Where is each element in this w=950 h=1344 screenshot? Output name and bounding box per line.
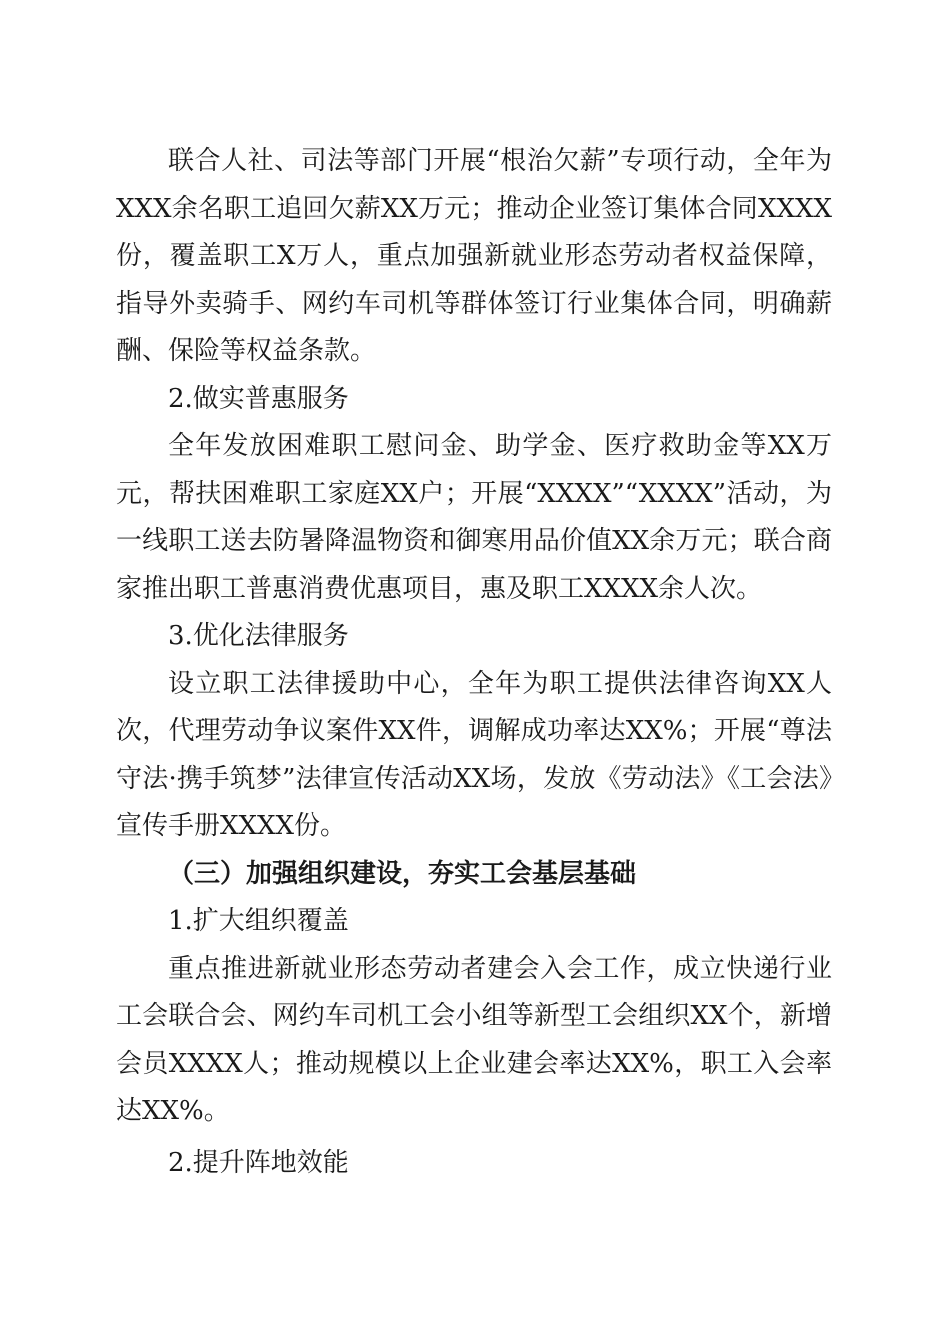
- paragraph-wage-arrears: 联合人社、司法等部门开展“根治欠薪”专项行动，全年为XXX余名职工追回欠薪XX万元；推动企业签订集体合同XXXX份，覆盖职工X万人，重点加强新就业形态劳动者权益保障，指导外卖骑手、网约车司机等群体签订行业集体合同，明确薪酬、保险等权益条款。: [116, 146, 832, 366]
- section-heading-organization: （三）加强组织建设，夯实工会基层基础: [168, 858, 637, 889]
- subheading-expand-coverage: 1.扩大组织覆盖: [168, 906, 349, 936]
- subheading-legal-services: 3.优化法律服务: [168, 621, 349, 651]
- subheading-venue-effectiveness: 2.提升阵地效能: [168, 1147, 349, 1178]
- document-body: [116, 138, 832, 1187]
- subheading-inclusive-services: 2.做实普惠服务: [168, 383, 349, 414]
- paragraph-expand-coverage: 重点推进新就业形态劳动者建会入会工作，成立快递行业工会联合会、网约车司机工会小组等新型工会组织XX个，新增会员XXXX人；推动规模以上企业建会率达XX%，职工入会率达XX%。: [116, 953, 832, 1126]
- paragraph-inclusive-services: 全年发放困难职工慰问金、助学金、医疗救助金等XX万元，帮扶困难职工家庭XX户；开展“XXXX”“XXXX”活动，为一线职工送去防暑降温物资和御寒用品价值XX余万元；联合商家推出职工普惠消费优惠项目，惠及职工XXXX余人次。: [116, 431, 832, 604]
- paragraph-legal-services: 设立职工法律援助中心，全年为职工提供法律咨询XX人次，代理劳动争议案件XX件，调解成功率达XX%；开展“尊法守法·携手筑梦”法律宣传活动XX场，发放《劳动法》《工会法》宣传手册XXXX份。: [116, 668, 832, 841]
